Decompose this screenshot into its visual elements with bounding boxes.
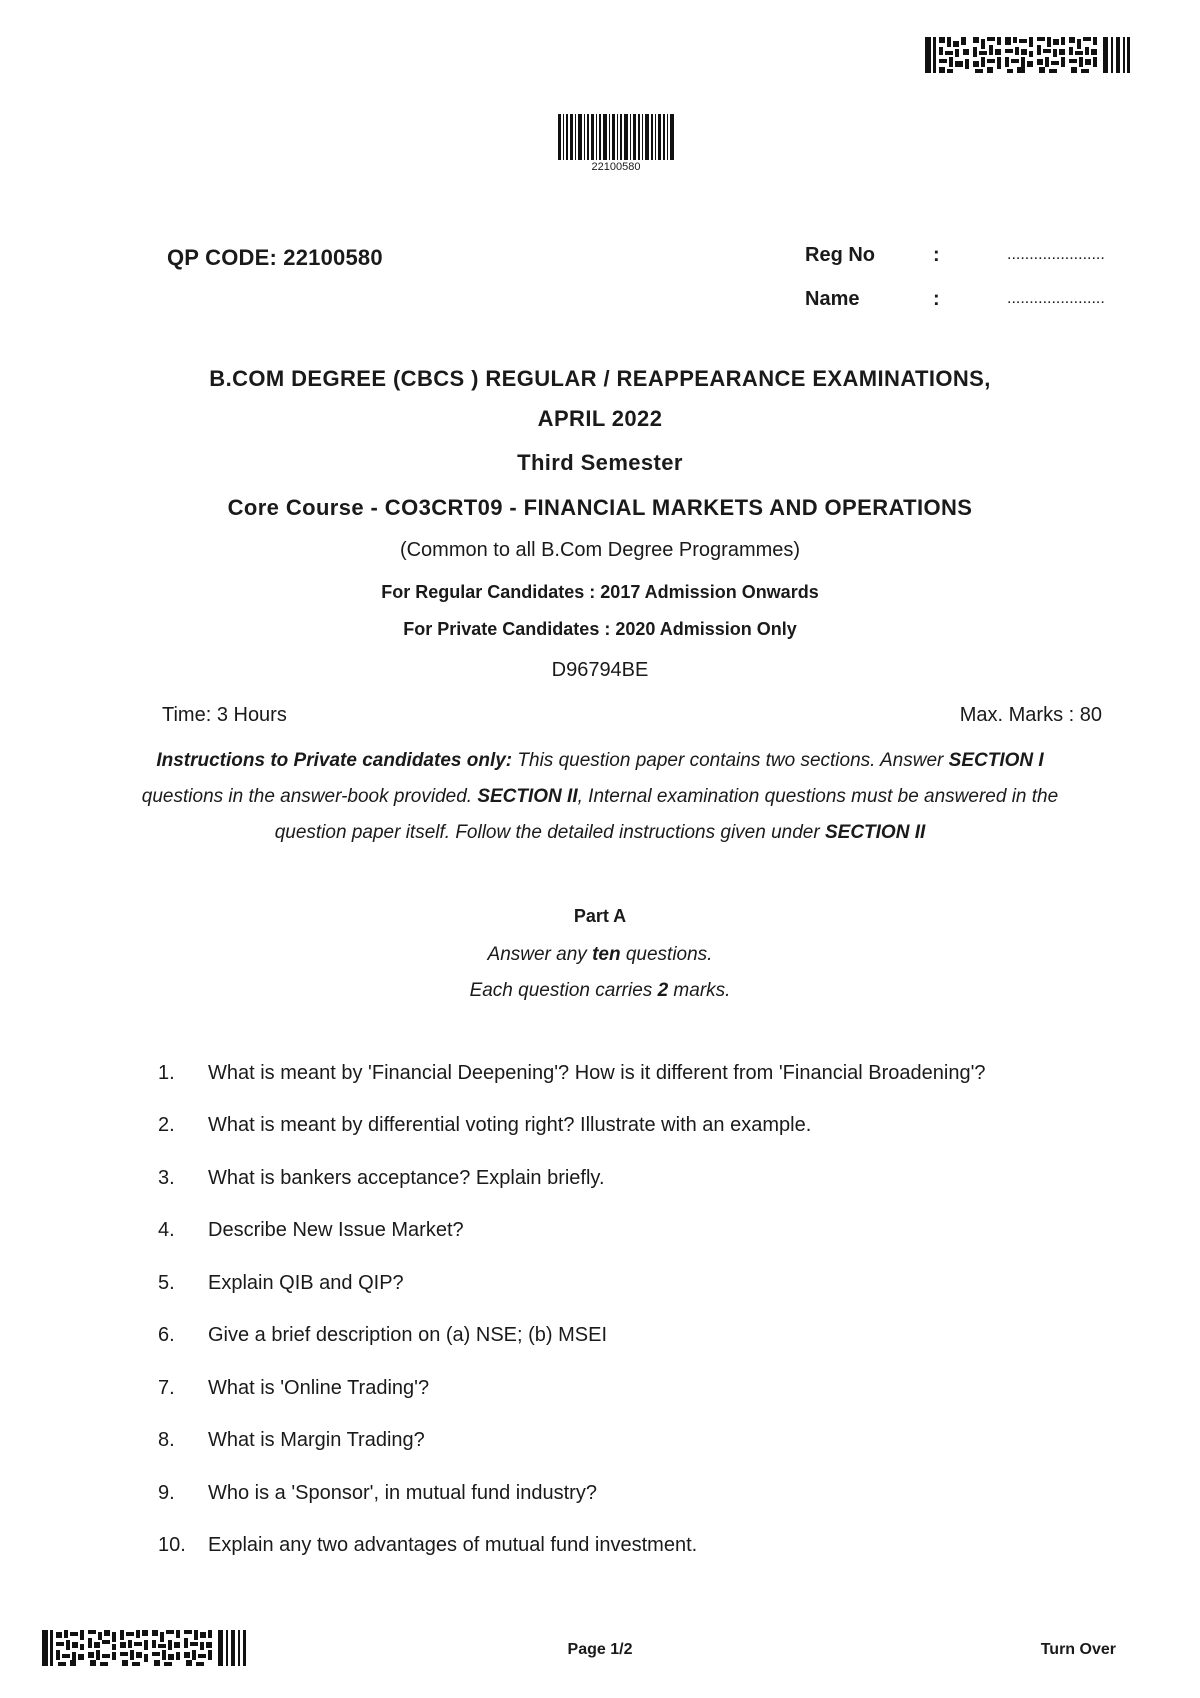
question-number: 6.	[158, 1324, 175, 1346]
marks-count: 2	[657, 980, 669, 1001]
instructions-line2	[0, 786, 1200, 808]
exam-title-line1: B.COM DEGREE (CBCS ) REGULAR / REAPPEARANCE EXAMINATIONS,	[209, 366, 991, 391]
question-text: Who is a 'Sponsor', in mutual fund industry?	[208, 1482, 597, 1504]
center-barcode	[558, 114, 674, 160]
question-number: 1.	[158, 1062, 175, 1084]
time-label: Time: 3 Hours	[162, 704, 287, 726]
course-title: Core Course - CO3CRT09 - FINANCIAL MARKETS AND OPERATIONS	[227, 495, 973, 520]
carries-pre: Each question carries	[469, 980, 658, 1001]
part-a-marks-note	[0, 980, 1200, 1002]
exam-title-line2: APRIL 2022	[537, 406, 663, 431]
carries-post: marks.	[668, 980, 731, 1001]
name-field[interactable]: ......................	[1007, 290, 1105, 307]
question-number: 10.	[158, 1534, 186, 1556]
section-two-ref-2: SECTION II	[824, 822, 926, 843]
question-number: 2.	[158, 1114, 175, 1136]
part-a-answer-note	[0, 944, 1200, 966]
max-marks-label: Max. Marks : 80	[959, 704, 1102, 726]
question-text: Give a brief description on (a) NSE; (b) MSEI	[208, 1324, 608, 1346]
question-number: 8.	[158, 1429, 175, 1451]
reg-no-field[interactable]: ......................	[1007, 246, 1105, 263]
answer-post: questions.	[620, 944, 713, 965]
instructions-line3	[0, 822, 1200, 844]
regular-candidates: For Regular Candidates : 2017 Admission Onwards	[381, 582, 819, 602]
question-text: What is meant by differential voting right? Illustrate with an example.	[208, 1114, 812, 1136]
instructions-lead: Instructions to Private candidates only:	[156, 750, 513, 771]
part-a-title: Part A	[573, 906, 627, 926]
turn-over: Turn Over	[1040, 1641, 1116, 1658]
question-number: 9.	[158, 1482, 175, 1504]
question-text: What is 'Online Trading'?	[208, 1377, 430, 1399]
top-right-barcode	[925, 37, 1130, 73]
reg-no-colon: :	[933, 244, 940, 266]
semester: Third Semester	[517, 450, 683, 475]
name-colon: :	[933, 288, 940, 310]
instructions-text3: , Internal examination questions must be answered in the	[577, 786, 1059, 807]
barcode-number: 22100580	[591, 161, 641, 173]
question-text: Explain QIB and QIP?	[208, 1272, 404, 1294]
page-number: Page 1/2	[567, 1641, 633, 1658]
reg-no-label: Reg No	[805, 244, 875, 266]
question-text: Explain any two advantages of mutual fund investment.	[208, 1534, 698, 1556]
question-text: What is bankers acceptance? Explain briefly.	[208, 1167, 605, 1189]
section-two-ref: SECTION II	[477, 786, 578, 807]
instructions-text1: This question paper contains two sections. Answer	[512, 750, 949, 771]
question-text: What is meant by 'Financial Deepening'? How is it different from 'Financial Broadening'?	[208, 1062, 986, 1084]
question-number: 7.	[158, 1377, 175, 1399]
question-number: 5.	[158, 1272, 175, 1294]
question-text: What is Margin Trading?	[208, 1429, 425, 1451]
section-one-ref: SECTION I	[948, 750, 1044, 771]
answer-pre: Answer any	[487, 944, 593, 965]
instructions-text4: question paper itself. Follow the detailed instructions given under	[274, 822, 825, 843]
question-number: 3.	[158, 1167, 175, 1189]
qp-code: QP CODE: 22100580	[167, 245, 383, 270]
instructions-text2: questions in the answer-book provided.	[141, 786, 478, 807]
question-text: Describe New Issue Market?	[208, 1219, 464, 1241]
common-note: (Common to all B.Com Degree Programmes)	[399, 539, 801, 561]
instructions-line1	[0, 750, 1200, 772]
paper-code: D96794BE	[551, 659, 649, 681]
name-label: Name	[805, 288, 860, 310]
private-candidates: For Private Candidates : 2020 Admission Only	[403, 619, 797, 639]
answer-count: ten	[592, 944, 621, 965]
question-number: 4.	[158, 1219, 175, 1241]
bottom-left-barcode	[42, 1630, 247, 1666]
